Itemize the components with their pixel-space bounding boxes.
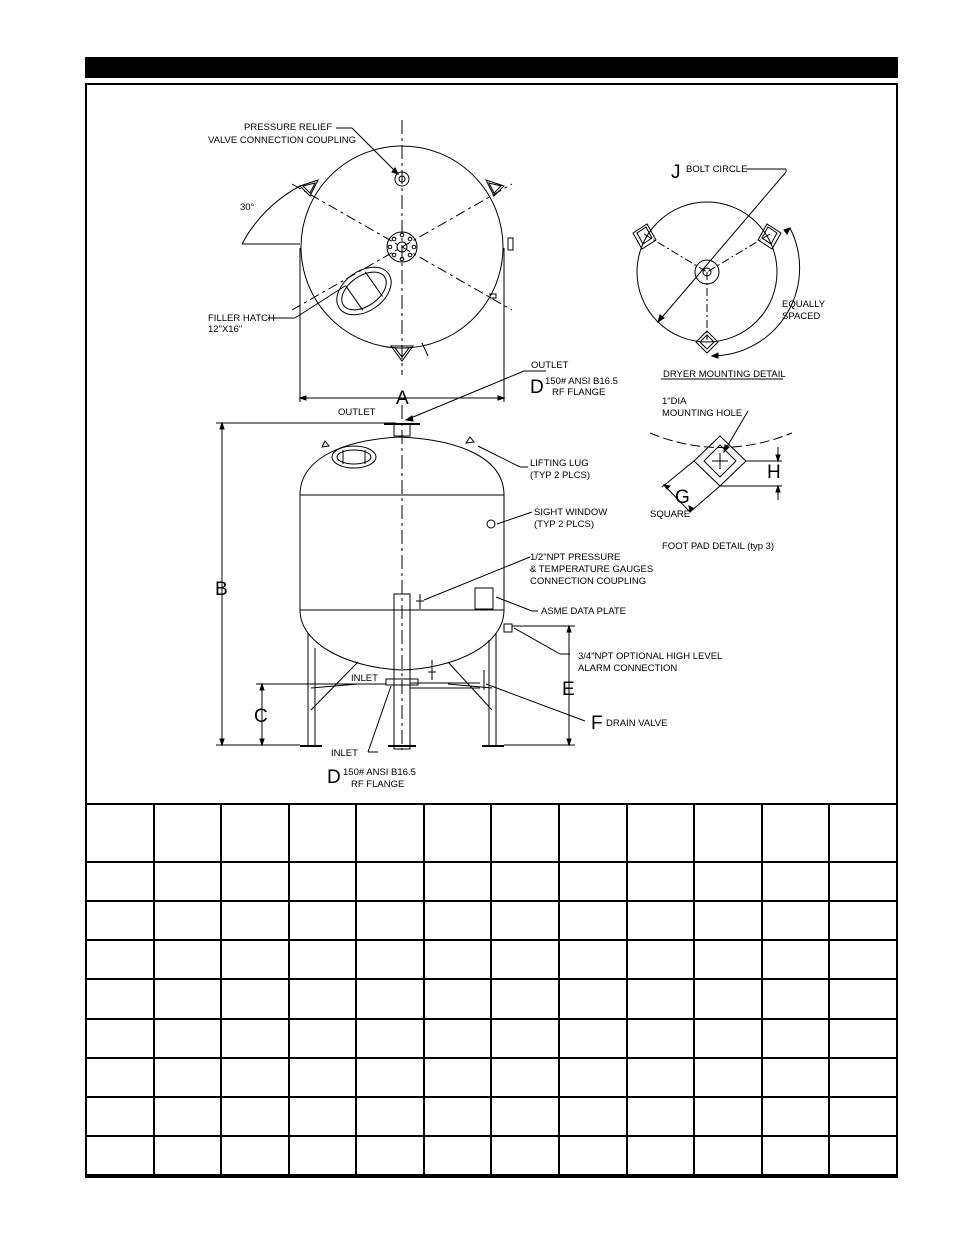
- table-cell: [491, 804, 559, 862]
- label-outlet-flange-2: RF FLANGE: [552, 387, 606, 398]
- label-inlet-flange-1: 150# ANSI B16.5: [343, 767, 416, 778]
- table-cell: [762, 1136, 830, 1175]
- table-cell: [559, 1136, 627, 1175]
- table-row: [86, 1097, 897, 1136]
- table-cell: [829, 862, 897, 901]
- label-outlet-flange-letter: D: [530, 377, 544, 398]
- table-cell: [356, 901, 424, 940]
- table-cell: [356, 1019, 424, 1058]
- table-cell: [86, 1136, 154, 1175]
- table-row: [86, 1058, 897, 1097]
- table-cell: [694, 862, 762, 901]
- table-cell: [694, 804, 762, 862]
- table-cell: [491, 1019, 559, 1058]
- table-cell: [829, 901, 897, 940]
- table-cell: [86, 862, 154, 901]
- table-cell: [221, 1058, 289, 1097]
- label-high-level-1: 3/4"NPT OPTIONAL HIGH LEVEL: [578, 651, 723, 662]
- dryer-mounting-detail: [633, 169, 800, 379]
- drawing-labels: [208, 122, 826, 790]
- table-cell: [289, 940, 357, 979]
- label-gauges-2: & TEMPERATURE GAUGES: [530, 564, 654, 575]
- label-high-level-2: ALARM CONNECTION: [578, 663, 678, 674]
- label-dim-e: E: [562, 679, 575, 700]
- table-cell: [424, 1097, 492, 1136]
- table-cell: [289, 862, 357, 901]
- table-cell: [762, 901, 830, 940]
- table-cell: [491, 1136, 559, 1175]
- label-bolt-circle: BOLT CIRCLE: [686, 164, 748, 175]
- label-bolt-circle-letter: J: [671, 162, 681, 183]
- label-dryer-mounting-detail: DRYER MOUNTING DETAIL: [663, 369, 786, 380]
- table-cell: [356, 804, 424, 862]
- table-cell: [627, 901, 695, 940]
- table-cell: [694, 1058, 762, 1097]
- table-cell: [86, 979, 154, 1018]
- table-cell: [627, 804, 695, 862]
- table-cell: [762, 862, 830, 901]
- table-cell: [154, 1136, 222, 1175]
- table-cell: [627, 1097, 695, 1136]
- table-cell: [154, 1058, 222, 1097]
- table-cell: [559, 901, 627, 940]
- table-cell: [829, 1136, 897, 1175]
- table-cell: [694, 901, 762, 940]
- label-mounting-hole-1: 1"DIA: [662, 396, 687, 407]
- table-cell: [424, 862, 492, 901]
- table-cell: [829, 1019, 897, 1058]
- label-drain-valve: DRAIN VALVE: [606, 718, 668, 729]
- leader-lines: [268, 128, 585, 752]
- table-cell: [627, 1058, 695, 1097]
- table-cell: [154, 979, 222, 1018]
- table-cell: [289, 1019, 357, 1058]
- table-cell: [86, 1097, 154, 1136]
- table-cell: [154, 862, 222, 901]
- label-lifting-lug-2: (TYP 2 PLCS): [530, 470, 591, 481]
- table-cell: [762, 1097, 830, 1136]
- label-inlet-flange-letter: D: [327, 767, 341, 788]
- table-cell: [559, 940, 627, 979]
- table-cell: [559, 1097, 627, 1136]
- label-dim-b: B: [215, 579, 228, 600]
- label-drain-letter: F: [591, 713, 603, 734]
- table-row: [86, 1136, 897, 1175]
- label-outlet-side: OUTLET: [338, 407, 376, 418]
- table-cell: [154, 901, 222, 940]
- table-cell: [86, 1019, 154, 1058]
- label-sight-window-1: SIGHT WINDOW: [534, 507, 608, 518]
- label-angle: 30°: [240, 202, 255, 213]
- label-foot-pad-detail: FOOT PAD DETAIL (typ 3): [662, 541, 775, 552]
- table-cell: [491, 862, 559, 901]
- table-cell: [491, 979, 559, 1018]
- table-cell: [86, 940, 154, 979]
- table-cell: [694, 1097, 762, 1136]
- table-cell: [762, 940, 830, 979]
- table-cell: [221, 1097, 289, 1136]
- table-cell: [559, 1019, 627, 1058]
- table-row: [86, 901, 897, 940]
- table-cell: [424, 804, 492, 862]
- table-cell: [289, 804, 357, 862]
- table-cell: [559, 1058, 627, 1097]
- label-pressure-relief-2: VALVE CONNECTION COUPLING: [208, 135, 356, 146]
- table-cell: [627, 1019, 695, 1058]
- label-sight-window-2: (TYP 2 PLCS): [534, 519, 595, 530]
- table-cell: [86, 901, 154, 940]
- label-asme-plate: ASME DATA PLATE: [541, 606, 626, 617]
- table-cell: [694, 940, 762, 979]
- table-cell: [762, 804, 830, 862]
- label-outlet-flange-1: 150# ANSI B16.5: [545, 376, 618, 387]
- label-equally-spaced-1: EQUALLY: [782, 299, 826, 310]
- table-cell: [424, 940, 492, 979]
- table-cell: [356, 1058, 424, 1097]
- table-cell: [154, 940, 222, 979]
- label-inlet-bottom: INLET: [331, 748, 358, 759]
- table-cell: [86, 1058, 154, 1097]
- label-square: SQUARE: [650, 509, 691, 520]
- table-cell: [356, 862, 424, 901]
- label-gauges-3: CONNECTION COUPLING: [530, 576, 647, 587]
- tank-top-view: [242, 120, 513, 402]
- table-cell: [221, 940, 289, 979]
- table-cell: [154, 1097, 222, 1136]
- table-cell: [356, 1136, 424, 1175]
- table-cell: [356, 940, 424, 979]
- table-cell: [356, 1097, 424, 1136]
- table-cell: [221, 862, 289, 901]
- label-dim-g: G: [675, 487, 690, 508]
- table-cell: [289, 1058, 357, 1097]
- table-cell: [627, 1136, 695, 1175]
- table-cell: [424, 901, 492, 940]
- table-cell: [86, 804, 154, 862]
- table-cell: [424, 979, 492, 1018]
- table-row: [86, 1019, 897, 1058]
- table-cell: [762, 1019, 830, 1058]
- label-dim-c: C: [254, 706, 268, 727]
- table-cell: [491, 1058, 559, 1097]
- table-cell: [829, 979, 897, 1018]
- dimensions-table: [85, 803, 898, 1176]
- table-cell: [559, 979, 627, 1018]
- label-equally-spaced-2: SPACED: [782, 311, 821, 322]
- label-dim-h: H: [767, 462, 781, 483]
- table-cell: [627, 979, 695, 1018]
- table-cell: [491, 901, 559, 940]
- table-cell: [221, 804, 289, 862]
- label-outlet-top: OUTLET: [531, 360, 569, 371]
- table-cell: [221, 901, 289, 940]
- table-cell: [829, 940, 897, 979]
- table-cell: [356, 979, 424, 1018]
- label-filler-hatch-2: 12"X16": [208, 324, 243, 335]
- table-cell: [694, 1019, 762, 1058]
- table-cell: [627, 940, 695, 979]
- table-cell: [424, 1019, 492, 1058]
- label-mounting-hole-2: MOUNTING HOLE: [662, 408, 743, 419]
- table-cell: [829, 1097, 897, 1136]
- label-pressure-relief-1: PRESSURE RELIEF: [244, 122, 333, 133]
- table-cell: [762, 979, 830, 1018]
- label-gauges-1: 1/2"NPT PRESSURE: [530, 552, 621, 563]
- table-cell: [289, 1097, 357, 1136]
- table-cell: [627, 862, 695, 901]
- dimensions-grid: [85, 803, 898, 1176]
- table-cell: [424, 1136, 492, 1175]
- table-cell: [154, 1019, 222, 1058]
- table-cell: [491, 940, 559, 979]
- table-cell: [559, 804, 627, 862]
- tank-side-view: [216, 405, 575, 750]
- label-dim-a: A: [396, 388, 409, 409]
- table-cell: [694, 979, 762, 1018]
- table-cell: [829, 1058, 897, 1097]
- label-filler-hatch-1: FILLER HATCH: [208, 313, 275, 324]
- table-row: [86, 940, 897, 979]
- label-inlet-side: INLET: [351, 673, 378, 684]
- table-cell: [559, 862, 627, 901]
- table-row: [86, 862, 897, 901]
- table-cell: [289, 1136, 357, 1175]
- table-cell: [221, 1136, 289, 1175]
- table-cell: [221, 1019, 289, 1058]
- table-cell: [221, 979, 289, 1018]
- label-lifting-lug-1: LIFTING LUG: [530, 458, 589, 469]
- label-inlet-flange-2: RF FLANGE: [351, 779, 405, 790]
- table-cell: [491, 1097, 559, 1136]
- table-cell: [289, 901, 357, 940]
- table-cell: [424, 1058, 492, 1097]
- table-cell: [154, 804, 222, 862]
- table-cell: [694, 1136, 762, 1175]
- table-cell: [829, 804, 897, 862]
- table-cell: [289, 979, 357, 1018]
- table-cell: [762, 1058, 830, 1097]
- table-row: [86, 979, 897, 1018]
- table-header-row: [86, 804, 897, 862]
